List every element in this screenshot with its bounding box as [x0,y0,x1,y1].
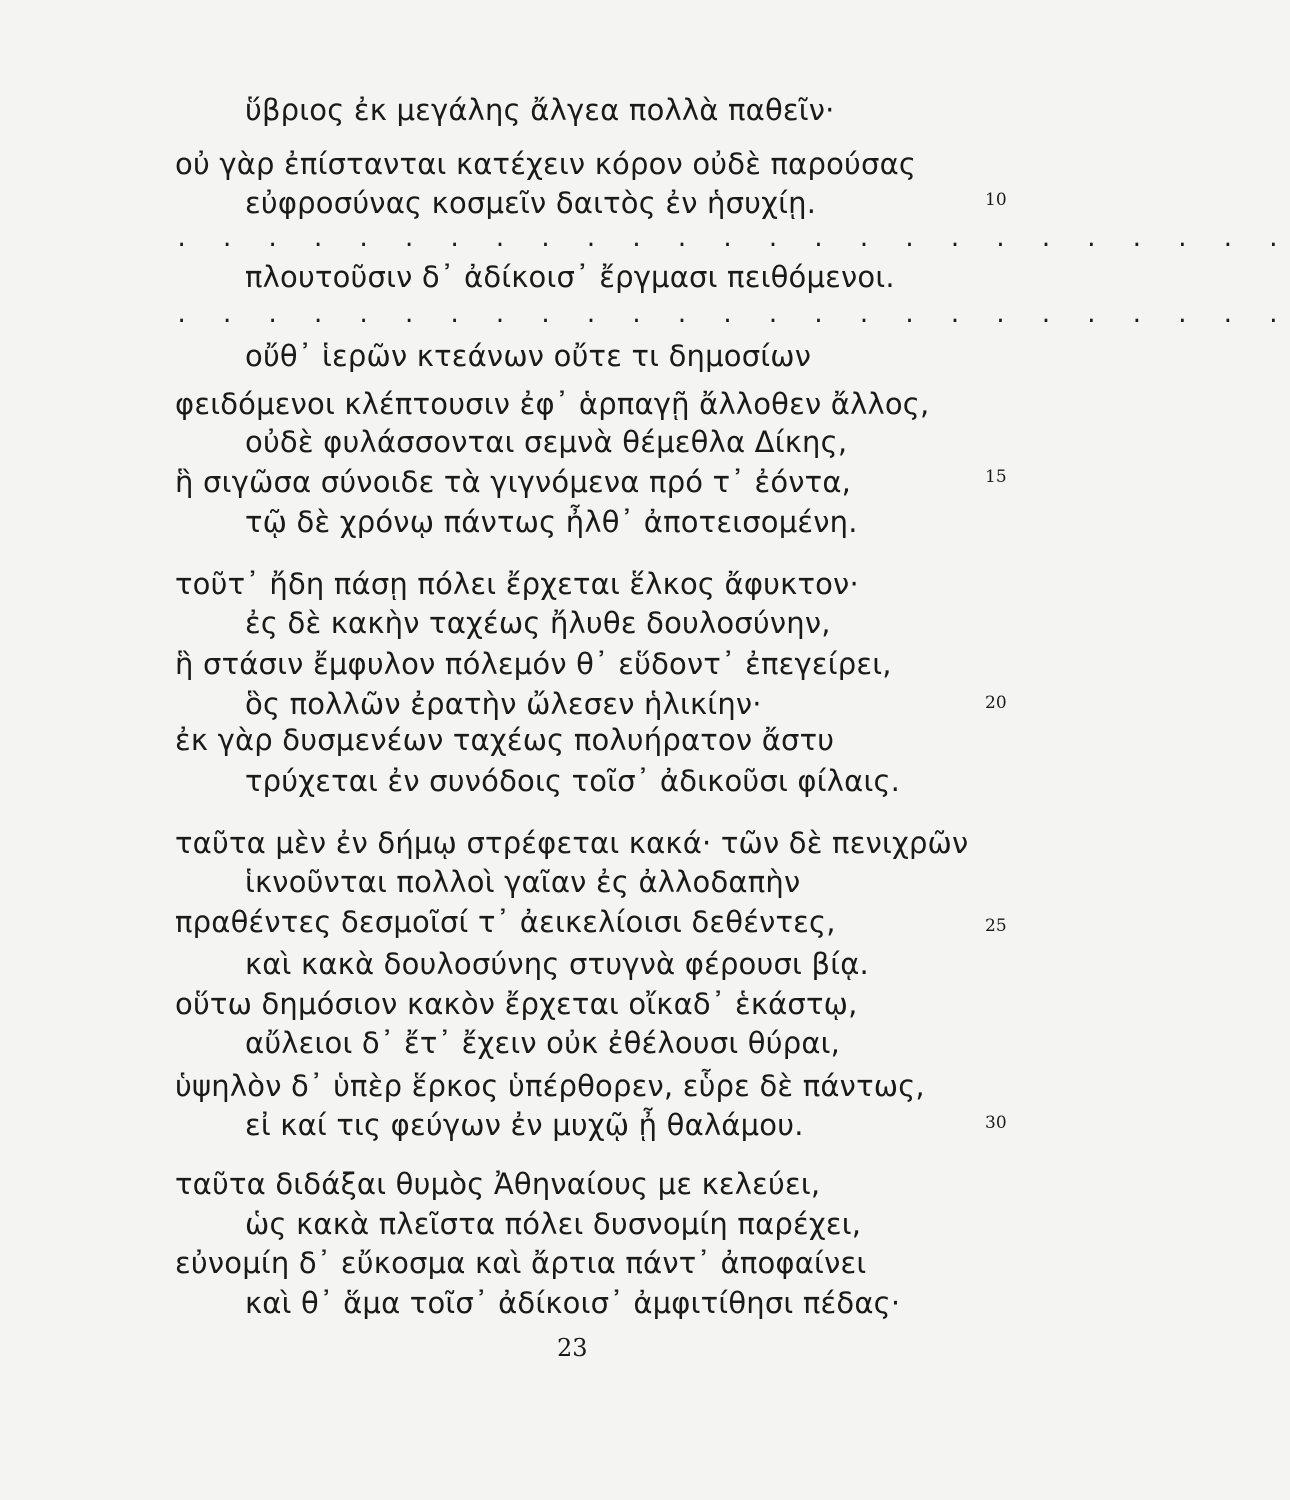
lacuna-dots: . . . . . . . . . . . . . . . . . . . . . . . . . [175,303,1290,328]
verse-line: πραθέντες δεσμοῖσί τ᾽ ἀεικελίοισι δεθέντες, [175,905,836,939]
verse-line: ταῦτα μὲν ἐν δήμῳ στρέφεται κακά· τῶν δὲ πενιχρῶν [175,826,969,860]
verse-line: ὡς κακὰ πλεῖστα πόλει δυσνομίη παρέχει, [245,1207,862,1241]
verse-line: τοῦτ᾽ ἤδη πάσῃ πόλει ἔρχεται ἕλκος ἄφυκτον· [175,567,859,601]
verse-line: ὕβριος ἐκ μεγάλης ἄλγεα πολλὰ παθεῖν· [245,93,835,127]
line-number: 30 [985,1113,1007,1133]
verse-line: εὐνομίη δ᾽ εὔκοσμα καὶ ἄρτια πάντ᾽ ἀποφαίνει [175,1246,867,1280]
verse-line: τρύχεται ἐν συνόδοις τοῖσ᾽ ἀδικοῦσι φίλαις. [245,764,901,798]
verse-line: εἰ καί τις φεύγων ἐν μυχῷ ᾖ θαλάμου. [245,1108,804,1142]
lacuna-dots: . . . . . . . . . . . . . . . . . . . . . . . . . [175,227,1290,252]
verse-line: πλουτοῦσιν δ᾽ ἀδίκοισ᾽ ἔργμασι πειθόμενοι. [245,260,895,294]
verse-line: ἣ στάσιν ἔμφυλον πόλεμόν θ᾽ εὕδοντ᾽ ἐπεγείρει, [175,647,892,681]
verse-line: οὔθ᾽ ἱερῶν κτεάνων οὔτε τι δημοσίων [245,339,812,373]
line-number: 25 [985,916,1007,936]
verse-line: ἐς δὲ κακὴν ταχέως ἤλυθε δουλοσύνην, [245,606,831,640]
verse-line: ἱκνοῦνται πολλοὶ γαῖαν ἐς ἀλλοδαπὴν [245,865,801,899]
verse-line: εὐφροσύνας κοσμεῖν δαιτὸς ἐν ἡσυχίῃ. [245,186,817,220]
verse-line: ἐκ γὰρ δυσμενέων ταχέως πολυήρατον ἄστυ [175,723,835,757]
verse-line: ἣ σιγῶσα σύνοιδε τὰ γιγνόμενα πρό τ᾽ ἐόντα, [175,465,852,499]
line-number: 20 [985,693,1007,713]
verse-line: οὐδὲ φυλάσσονται σεμνὰ θέμεθλα Δίκης, [245,425,848,459]
verse-line: τῷ δὲ χρόνῳ πάντως ἦλθ᾽ ἀποτεισομένη. [245,505,858,539]
verse-line: καὶ κακὰ δουλοσύνης στυγνὰ φέρουσι βίᾳ. [245,947,869,981]
line-number: 10 [985,190,1007,210]
verse-line: οὕτω δημόσιον κακὸν ἔρχεται οἴκαδ᾽ ἑκάστῳ, [175,987,858,1021]
verse-line: ὑψηλὸν δ᾽ ὑπὲρ ἕρκος ὑπέρθορεν, εὗρε δὲ πάντως, [175,1069,925,1103]
verse-line: ταῦτα διδάξαι θυμὸς Ἀθηναίους με κελεύει, [175,1167,821,1201]
verse-line: ὃς πολλῶν ἐρατὴν ὤλεσεν ἡλικίην· [245,687,762,721]
page-number: 23 [557,1334,588,1362]
verse-line: φειδόμενοι κλέπτουσιν ἐφ᾽ ἁρπαγῇ ἄλλοθεν ἄλλος, [175,387,930,421]
verse-line: καὶ θ᾽ ἅμα τοῖσ᾽ ἀδίκοισ᾽ ἀμφιτίθησι πέδας· [245,1286,901,1320]
verse-line: αὔλειοι δ᾽ ἔτ᾽ ἔχειν οὐκ ἐθέλουσι θύραι, [245,1026,841,1060]
verse-line: οὐ γὰρ ἐπίστανται κατέχειν κόρον οὐδὲ παρούσας [175,147,917,181]
line-number: 15 [985,467,1007,487]
